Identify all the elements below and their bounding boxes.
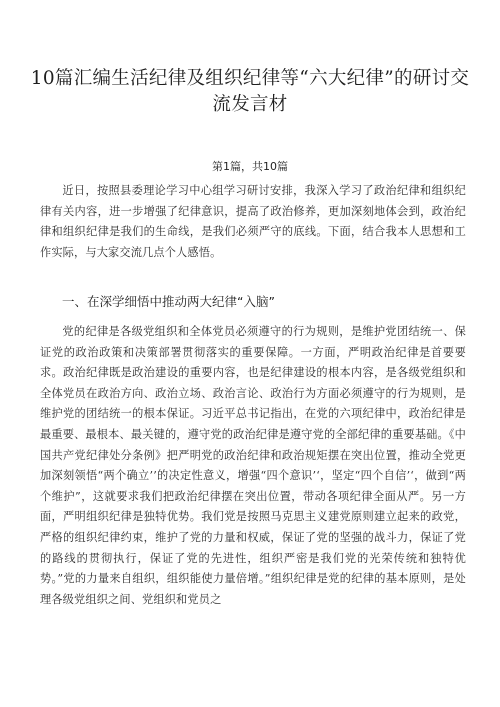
intro-paragraph: 近日，按照县委理论学习中心组学习研讨安排，我深入学习了政治纪律和组织纪律有关内容，进一步增强了纪律意识，提高了政治修养，更加深刻地体会到，政治纪律和组织纪律是我们的生命线，是我们必须严守的底线。下面，结合我本人思想和工作实际，与大家交流几点个人感悟。 (40, 184, 466, 259)
body-paragraph: 党的纪律是各级党组织和全体党员必须遵守的行为规则，是维护党团结统一、保证党的政治政策和决策部署贯彻落实的重要保障。一方面，严明政治纪律是首要要求。政治纪律既是政治建设的重要内容，也是纪律建设的根本内容，是各级党组织和全体党员在政治方向、政治立场、政治言论、政治行为方面必须遵守的行为规则，是维护党的团结统一的根本保证。习近平总书记指出，在党的六项纪律中，政治纪律是最重要、最根本、最关键的，遵守党的政治纪律是遵守党的全部纪律的重要基础。《中国共产党纪律处分条例》把严明党的政治纪律和政治规矩摆在突出位置，推动全党更加深刻领悟“两个确立’’的决定性意义，增强“四个意识’‘，坚定“四个自信’‘，做到“两个维护”，这就要求我们把政治纪律摆在突出位置，带动各项纪律全面从严。另一方面，严明组织纪律是独特优势。我们党是按照马克思主义建党原则建立起来的政党，严格的组织纪律约束，维护了党的力量和权威，保证了党的坚强的战斗力，保证了党的路线的贯彻执行，保证了党的先进性，组织严密是我们党的光荣传统和独特优势。”党的力量来自组织，组织能使力量倍增。”组织纪律是党的纪律的基本原则，是处理各级党组织之间、党组织和党员之 (40, 325, 466, 606)
section-heading: 一、在深学细悟中推动两大纪律“入脑” (62, 294, 275, 309)
document-subtitle: 第1篇，共10篇 (212, 160, 288, 173)
document-title: 10篇汇编生活纪律及组织纪律等“六大纪律”的研讨交流发言材 (30, 68, 470, 115)
